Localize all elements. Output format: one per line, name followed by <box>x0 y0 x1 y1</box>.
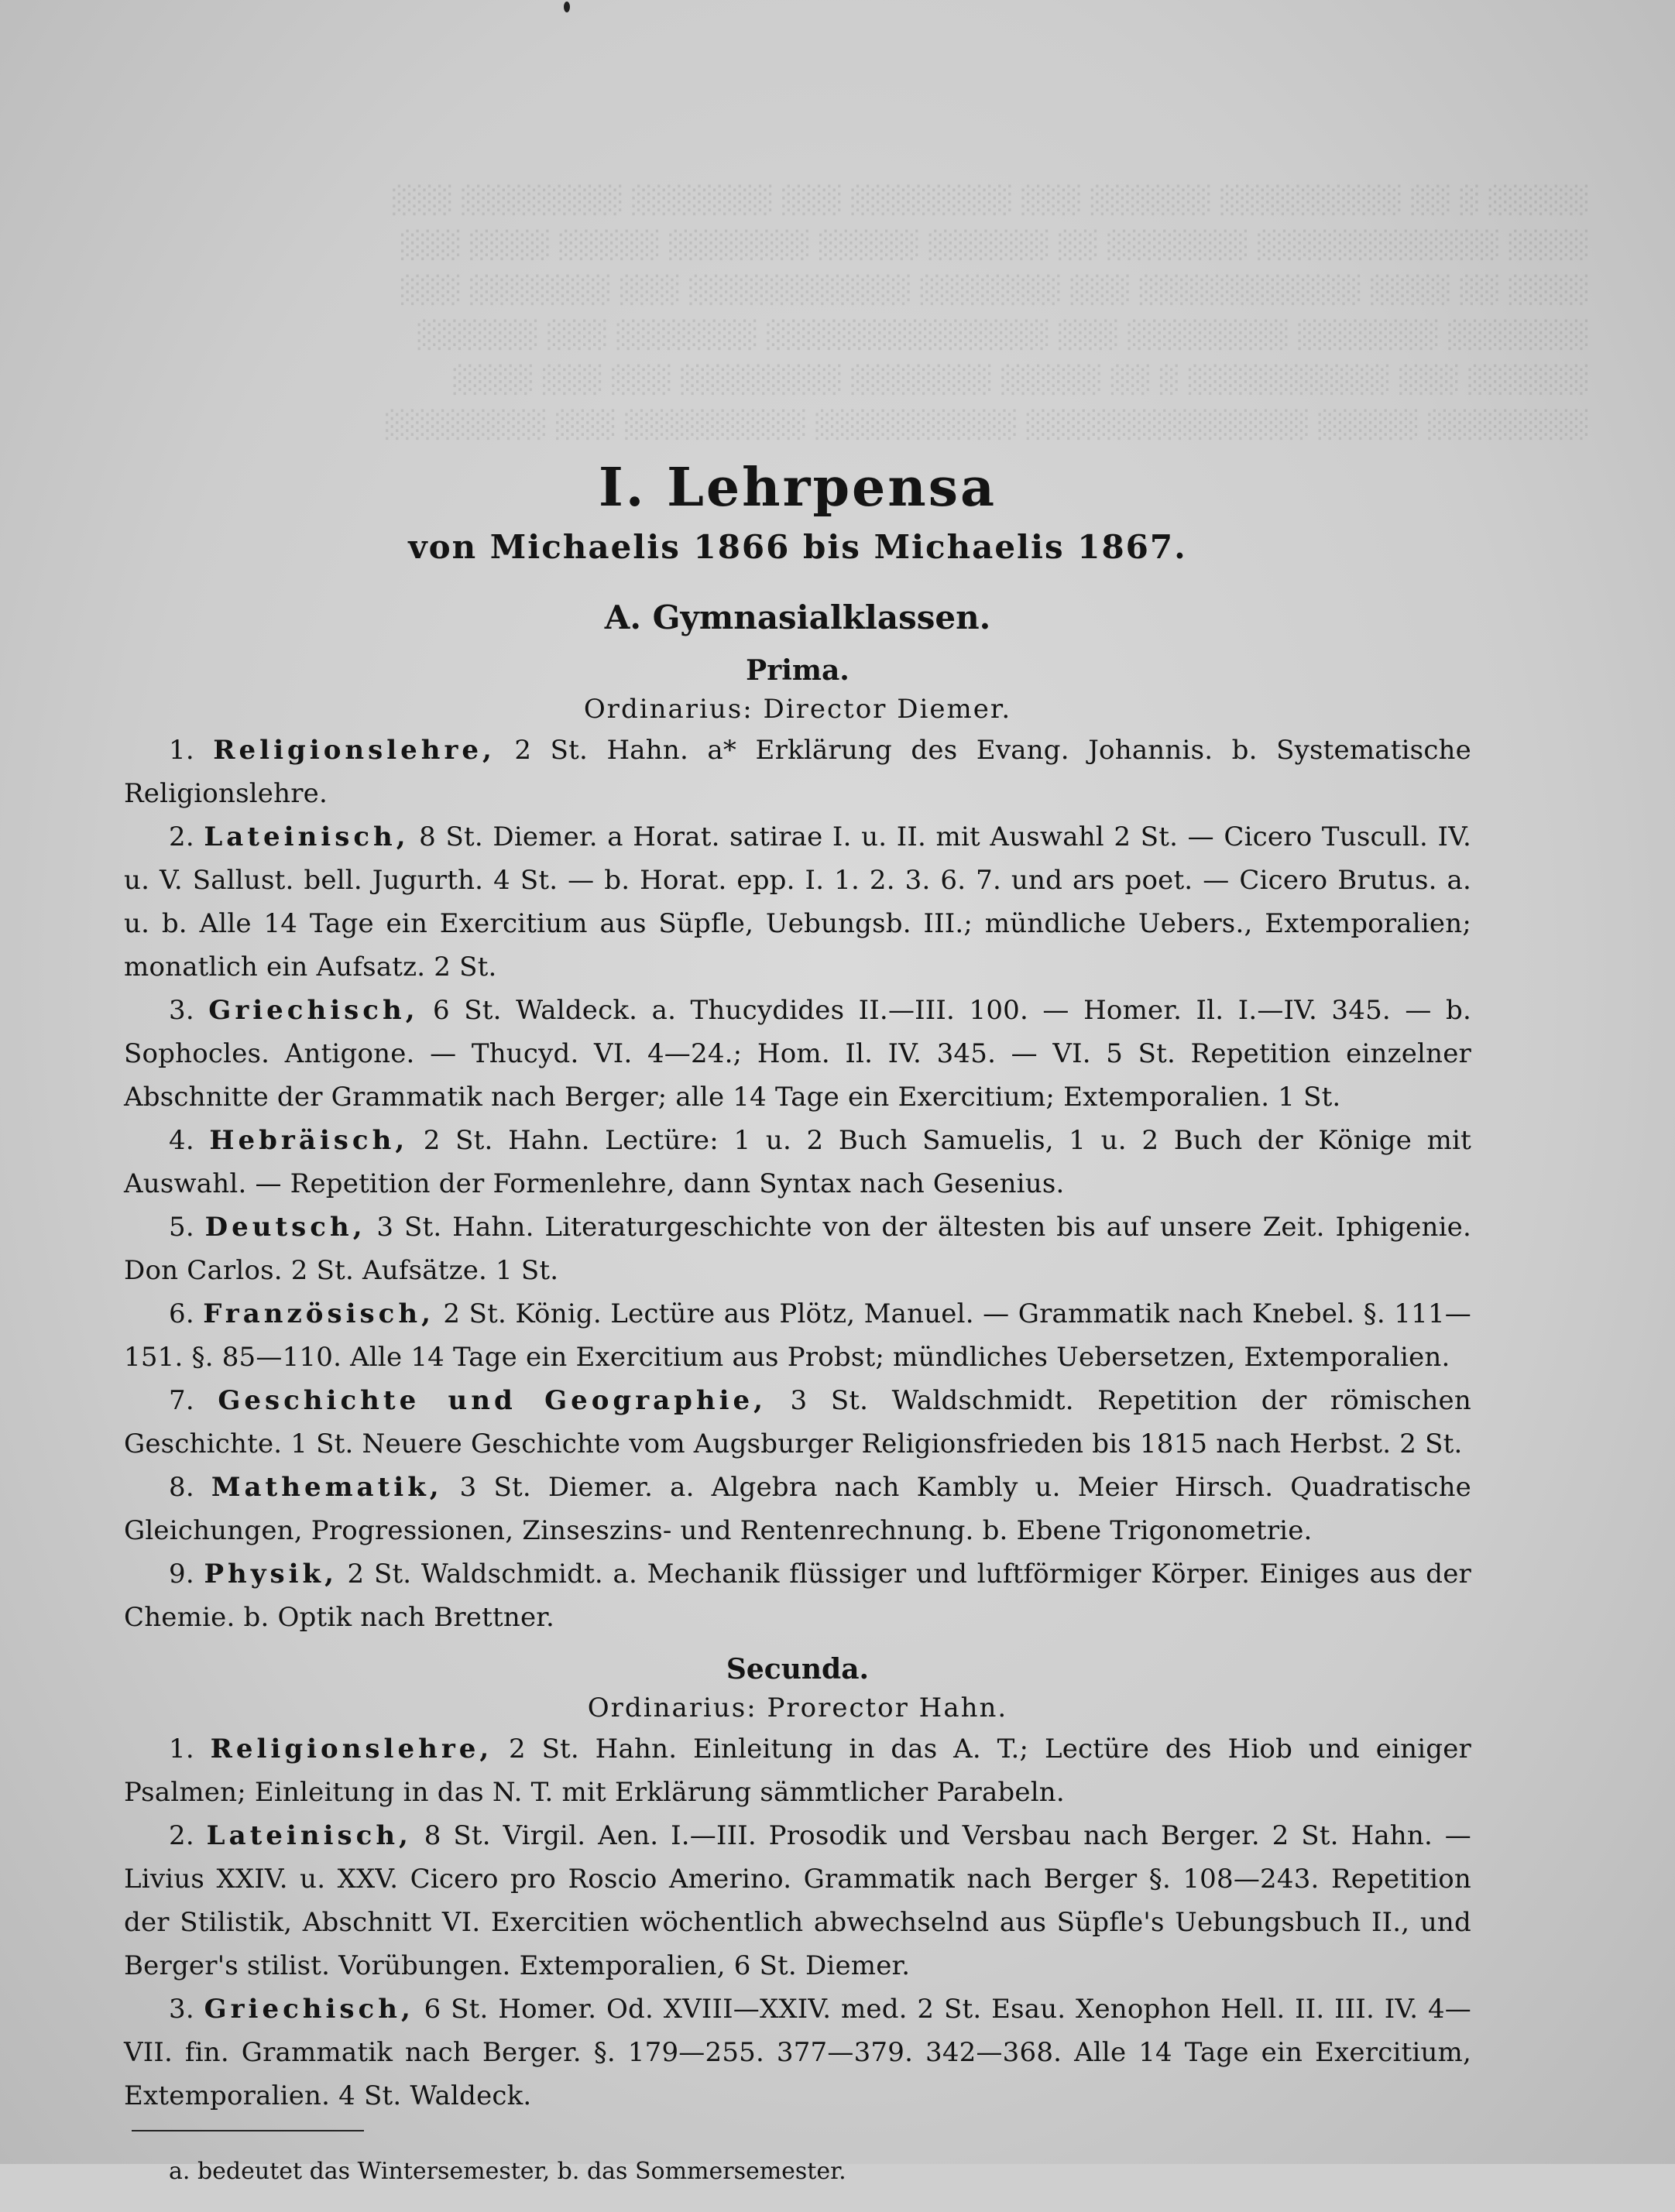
subject-entry <box>124 1727 1471 1814</box>
subject-name: Religionslehre, <box>213 735 496 766</box>
page-content <box>124 453 1471 2212</box>
entry-text: 2 St. Hahn. Lectüre: 1 u. 2 Buch Samuelis, 1 u. 2 Buch der Könige mit Auswahl. — Repetition der Formenlehre, dann Syntax nach Gesenius. <box>124 1125 1471 1199</box>
group-heading: A. Gymnasialklassen. <box>604 598 991 636</box>
entry-number: 6. <box>169 1298 194 1329</box>
subject-name: Lateinisch, <box>204 821 410 852</box>
class-heading-secunda: Secunda. <box>726 1653 870 1686</box>
entry-number: 7. <box>169 1385 194 1416</box>
entry-text: 8 St. Virgil. Aen. I.—III. Prosodik und Versbau nach Berger. 2 St. Hahn. — Livius XXIV. u. XXV. Cicero pro Roscio Amerino. Grammatik nach Berger §. 108—243. Repetition der Stilistik, Abschnitt VI. Exercitien wöchentlich abwechselnd aus Süpfle's Uebungsbuch II., und Berger's stilist. Vorübungen. Extemporalien, 6 St. Diemer. <box>124 1820 1471 1981</box>
class-heading-prima: Prima. <box>746 654 850 687</box>
subject-entry <box>124 729 1471 815</box>
entry-text: 2 St. Waldschmidt. a. Mechanik flüssiger und luftförmiger Körper. Einiges aus der Chemie. b. Optik nach Brettner. <box>124 1559 1471 1633</box>
entry-number: 4. <box>169 1125 194 1156</box>
section-number: I. <box>598 457 647 519</box>
subject-name: Hebräisch, <box>209 1125 409 1156</box>
entry-text: 8 St. Diemer. a Horat. satirae I. u. II. mit Auswahl 2 St. — Cicero Tuscull. IV. u. V. Sallust. bell. Jugurth. 4 St. — b. Horat. epp. I. 1. 2. 3. 6. 7. und ars poet. — Cicero Brutus. a. u. b. Alle 14 Tage ein Exercitium aus Süpfle, Uebungsb. III.; mündliche Uebers., Extemporalien; monatlich ein Aufsatz. 2 St. <box>124 821 1471 983</box>
subject-entry <box>124 1814 1471 1987</box>
subject-name: Lateinisch, <box>206 1820 412 1851</box>
entry-text: 3 St. Diemer. a. Algebra nach Kambly u. Meier Hirsch. Quadratische Gleichungen, Progressionen, Zinseszins- und Rentenrechnung. b. Ebene Trigonometrie. <box>124 1472 1471 1546</box>
period-heading: von Michaelis 1866 bis Michaelis 1867. <box>408 528 1187 566</box>
subject-name: Griechisch, <box>208 995 419 1026</box>
subject-name: Mathematik, <box>211 1472 443 1503</box>
entry-number: 1. <box>169 1734 194 1764</box>
subject-entry <box>124 1292 1471 1379</box>
subject-name: Geschichte und Geographie, <box>218 1385 767 1416</box>
subject-name: Griechisch, <box>204 1994 414 2025</box>
section-title: Lehrpensa <box>667 457 997 519</box>
subject-name: Deutsch, <box>204 1212 366 1243</box>
entry-text: 6 St. Waldeck. a. Thucydides II.—III. 100. — Homer. Il. I.—IV. 345. — b. Sophocles. Antigone. — Thucyd. VI. 4—24.; Hom. Il. IV. 345. — VI. 5 St. Repetition einzelner Abschnitte der Grammatik nach Berger; alle 14 Tage ein Exercitium; Extemporalien. 1 St. <box>124 995 1471 1113</box>
entry-number: 1. <box>169 735 194 766</box>
subject-name: Physik, <box>204 1559 338 1590</box>
subject-entry <box>124 1379 1471 1466</box>
ordinarius-secunda: Ordinarius: Prorector Hahn. <box>587 1692 1008 1723</box>
entry-number: 5. <box>169 1212 194 1243</box>
subject-entry <box>124 815 1471 989</box>
ink-spot <box>564 2 570 12</box>
subject-entry <box>124 1552 1471 1639</box>
subject-entry <box>124 1466 1471 1552</box>
entry-number: 3. <box>169 1994 194 2025</box>
entry-text: 2 St. Hahn. a* Erklärung des Evang. Johannis. b. Systematische Religionslehre. <box>124 735 1471 809</box>
entry-text: 3 St. Hahn. Literaturgeschichte von der ältesten bis auf unsere Zeit. Iphigenie. Don Carlos. 2 St. Aufsätze. 1 St. <box>124 1212 1471 1286</box>
entry-text: 6 St. Homer. Od. XVIII—XXIV. med. 2 St. Esau. Xenophon Hell. II. III. IV. 4—VII. fin. Grammatik nach Berger. §. 179—255. 377—379. 342—368. Alle 14 Tage ein Exercitium, Extemporalien. 4 St. Waldeck. <box>124 1994 1471 2111</box>
subject-entry <box>124 1987 1471 2118</box>
entry-text: 2 St. König. Lectüre aus Plötz, Manuel. — Grammatik nach Knebel. §. 111—151. §. 85—110. Alle 14 Tage ein Exercitium aus Probst; mündliches Uebersetzen, Extemporalien. <box>124 1298 1471 1373</box>
footnote: a. bedeutet das Wintersemester, b. das Sommersemester. <box>169 2158 846 2185</box>
entry-text: 2 St. Hahn. Einleitung in das A. T.; Lectüre des Hiob und einiger Psalmen; Einleitung in das N. T. mit Erklärung sämmtlicher Parabeln. <box>124 1734 1472 1808</box>
prima-subject-list <box>124 729 1471 1639</box>
entry-number: 8. <box>169 1472 194 1503</box>
subject-name: Französisch, <box>203 1298 434 1329</box>
entry-number: 2. <box>169 821 194 852</box>
bleed-through-text: ░░░░░ ░ ░░ ░░░░░░░░░ ░░░░░░ ░░░ ░░░░░░░░ ░░░ ░░░░░░░ ░░░░░░░░ ░░░ ░░░░ ░░░░░░░░░░░░ ░░░░░░░ ░░ ░░░░░░ ░░░░░ ░░░░░░░ ░░░░░ ░░░░ ░░░ ░░░░ ░░ ░░░░ ░░░░░░░░░░░ ░░░ ░░░░░░░ ░░░░░░░░░░░ ░░░ ░░░░░░░ ░░░ ░░░░░░░ ░░░░░░░ ░░░░░░░░ ░░░ ░░░░░░░░░░░░░░ ░░░░░░░ ░░░ ░░░░░░ ░░░░░░ ░░░ ░░░░░░░░░░ ░ ░░ ░░░░░ ░░░░░░░ ░░░░░░░░ ░░░ ░░░ ░░░░ ░░░░░░░░ ░░░░░ ░░░░░░░░░░░░░░ ░░░░░░░░░░ ░░░░░░░░░ ░░░ ░░░░░░░░ <box>383 185 1587 441</box>
section-heading <box>124 453 1471 523</box>
footnote-rule <box>132 2130 364 2131</box>
entry-number: 3. <box>169 995 194 1026</box>
ordinarius-prima: Ordinarius: Director Diemer. <box>583 694 1012 725</box>
subject-entry <box>124 1205 1471 1292</box>
subject-entry <box>124 1119 1471 1205</box>
secunda-subject-list <box>124 1727 1471 2118</box>
subject-name: Religionslehre, <box>210 1734 493 1764</box>
entry-number: 9. <box>169 1559 194 1590</box>
entry-number: 2. <box>169 1820 194 1851</box>
subject-entry <box>124 989 1471 1119</box>
entry-text: 3 St. Waldschmidt. Repetition der römischen Geschichte. 1 St. Neuere Geschichte vom Augsburger Religionsfrieden bis 1815 nach Herbst. 2 St. <box>124 1385 1471 1459</box>
